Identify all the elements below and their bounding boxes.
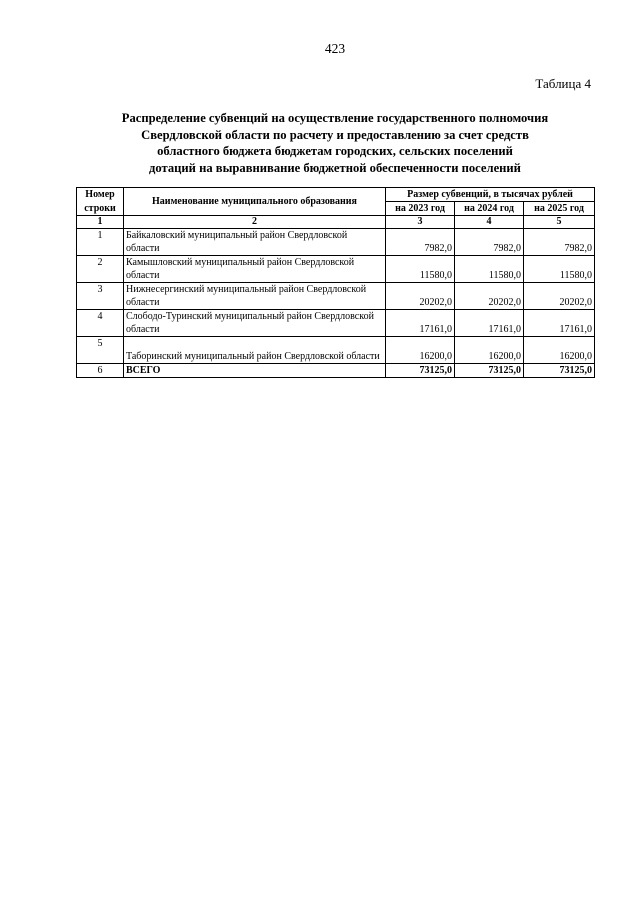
row-number-cell: 2 (77, 256, 124, 283)
municipality-name-cell: Нижнесергинский муниципальный район Свердловской области (124, 283, 386, 310)
municipality-name-cell: Байкаловский муниципальный район Свердловской области (124, 229, 386, 256)
column-number: 3 (386, 216, 455, 229)
municipality-name-cell: Таборинский муниципальный район Свердловской области (124, 337, 386, 364)
table-row (77, 310, 595, 337)
document-title (0, 110, 640, 176)
table-header-row (77, 188, 595, 202)
amount-2024-cell: 16200,0 (455, 337, 524, 364)
subsidy-table (76, 187, 595, 378)
total-2023-cell: 73125,0 (386, 364, 455, 378)
amount-2025-cell: 20202,0 (524, 283, 595, 310)
title-line: областного бюджета бюджетам городских, сельских поселений (157, 144, 513, 158)
amount-2024-cell: 7982,0 (455, 229, 524, 256)
page-number: 423 (324, 41, 346, 56)
amount-2025-cell: 7982,0 (524, 229, 595, 256)
table-row (77, 229, 595, 256)
column-number: 4 (455, 216, 524, 229)
table-reference: Таблица 4 (535, 76, 591, 91)
title-line: Распределение субвенций на осуществление государственного полномочия (121, 111, 549, 125)
row-number-cell: 3 (77, 283, 124, 310)
amount-2023-cell: 7982,0 (386, 229, 455, 256)
amount-2024-cell: 20202,0 (455, 283, 524, 310)
year-2023-header: на 2023 год (386, 202, 455, 216)
total-2024-cell: 73125,0 (455, 364, 524, 378)
amount-2023-cell: 20202,0 (386, 283, 455, 310)
table-row (77, 256, 595, 283)
column-numbers-row (77, 216, 595, 229)
column-number: 1 (77, 216, 124, 229)
amount-2023-cell: 16200,0 (386, 337, 455, 364)
name-header: Наименование муниципального образования (124, 188, 386, 216)
title-line: Свердловской области по расчету и предоставлению за счет средств (141, 127, 529, 142)
total-2025-cell: 73125,0 (524, 364, 595, 378)
title-line: дотаций на выравнивание бюджетной обеспеченности поселений (149, 160, 521, 175)
amount-2024-cell: 11580,0 (455, 256, 524, 283)
year-2025-header: на 2025 год (524, 202, 595, 216)
table-row (77, 337, 595, 364)
amount-2025-cell: 17161,0 (524, 310, 595, 337)
amount-2025-cell: 16200,0 (524, 337, 595, 364)
column-number: 5 (524, 216, 595, 229)
total-label-cell: ВСЕГО (124, 364, 386, 378)
amount-2024-cell: 17161,0 (455, 310, 524, 337)
row-number-cell: 1 (77, 229, 124, 256)
row-number-cell: 5 (77, 337, 124, 364)
row-number-cell: 6 (77, 364, 124, 378)
total-row (77, 364, 595, 378)
amount-2023-cell: 11580,0 (386, 256, 455, 283)
year-2024-header: на 2024 год (455, 202, 524, 216)
amount-2025-cell: 11580,0 (524, 256, 595, 283)
table-row (77, 283, 595, 310)
municipality-name-cell: Камышловский муниципальный район Свердловской области (124, 256, 386, 283)
row-number-cell: 4 (77, 310, 124, 337)
amount-2023-cell: 17161,0 (386, 310, 455, 337)
municipality-name-cell: Слободо-Туринский муниципальный район Свердловской области (124, 310, 386, 337)
row-number-header: Номер строки (77, 188, 124, 216)
amount-group-header: Размер субвенций, в тысячах рублей (386, 188, 595, 202)
column-number: 2 (124, 216, 386, 229)
